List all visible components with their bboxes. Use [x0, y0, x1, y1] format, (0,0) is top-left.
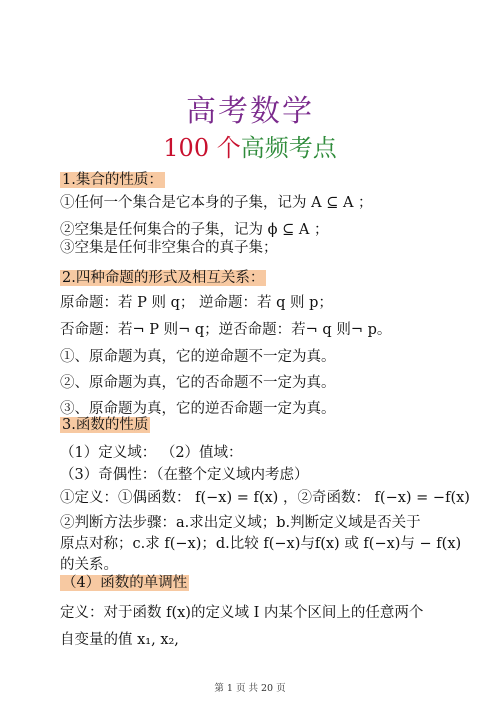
text-line: 定义：对于函数 f(x)的定义域 I 内某个区间上的任意两个: [60, 605, 424, 621]
text-line: （1）定义域： （2）值域：: [60, 445, 243, 461]
text-line: ①、原命题为真，它的逆命题不一定为真。: [60, 349, 336, 365]
formula-line: ①定义：①偶函数： f(−x) = f(x) ，②奇函数： f(−x) = −f(x): [60, 490, 470, 506]
text-line: ②判断方法步骤：a.求出定义域；b.判断定义域是否关于: [60, 515, 421, 531]
subsection-heading: [60, 573, 189, 593]
text-line: ③空集是任何非空集合的真子集；: [60, 240, 278, 256]
subtitle-text: 高频考点: [240, 134, 337, 162]
text-line: ③、原命题为真，它的逆否命题一定为真。: [60, 401, 336, 417]
text-line: 否命题：若¬ P 则¬ q；逆否命题：若¬ q 则¬ p。: [60, 322, 392, 338]
section-heading-text: 2.四种命题的形式及相互关系：: [62, 270, 265, 286]
text-line: 的关系。: [60, 557, 118, 573]
section-1-heading: [60, 170, 165, 190]
text-line: ②空集是任何集合的子集，记为 ϕ ⊆ A ；: [60, 222, 329, 238]
section-3-heading: [60, 415, 150, 435]
section-heading-text: 3.函数的性质: [62, 417, 149, 433]
section-2-heading: [60, 268, 266, 288]
page-subtitle: [0, 128, 500, 163]
text-line: 原命题：若 P 则 q； 逆命题：若 q 则 p；: [60, 295, 333, 311]
formula-line: 原点对称；c.求 f(−x)；d.比较 f(−x)与f(x) 或 f(−x)与 − f(x): [60, 536, 462, 552]
page-footer: 第 1 页 共 20 页: [214, 683, 286, 694]
section-heading-text: （4）函数的单调性: [62, 575, 188, 591]
subtitle-number: 100 个: [163, 134, 241, 162]
text-line: （3）奇偶性：（在整个定义域内考虑）: [60, 467, 309, 483]
text-line: ①任何一个集合是它本身的子集，记为 A ⊆ A ；: [60, 195, 373, 211]
text-line: ②、原命题为真，它的否命题不一定为真。: [60, 375, 336, 391]
text-line: 自变量的值 x₁, x₂,: [60, 632, 179, 648]
page-title: 高考数学: [186, 94, 314, 129]
section-heading-text: 1.集合的性质：: [62, 172, 163, 188]
